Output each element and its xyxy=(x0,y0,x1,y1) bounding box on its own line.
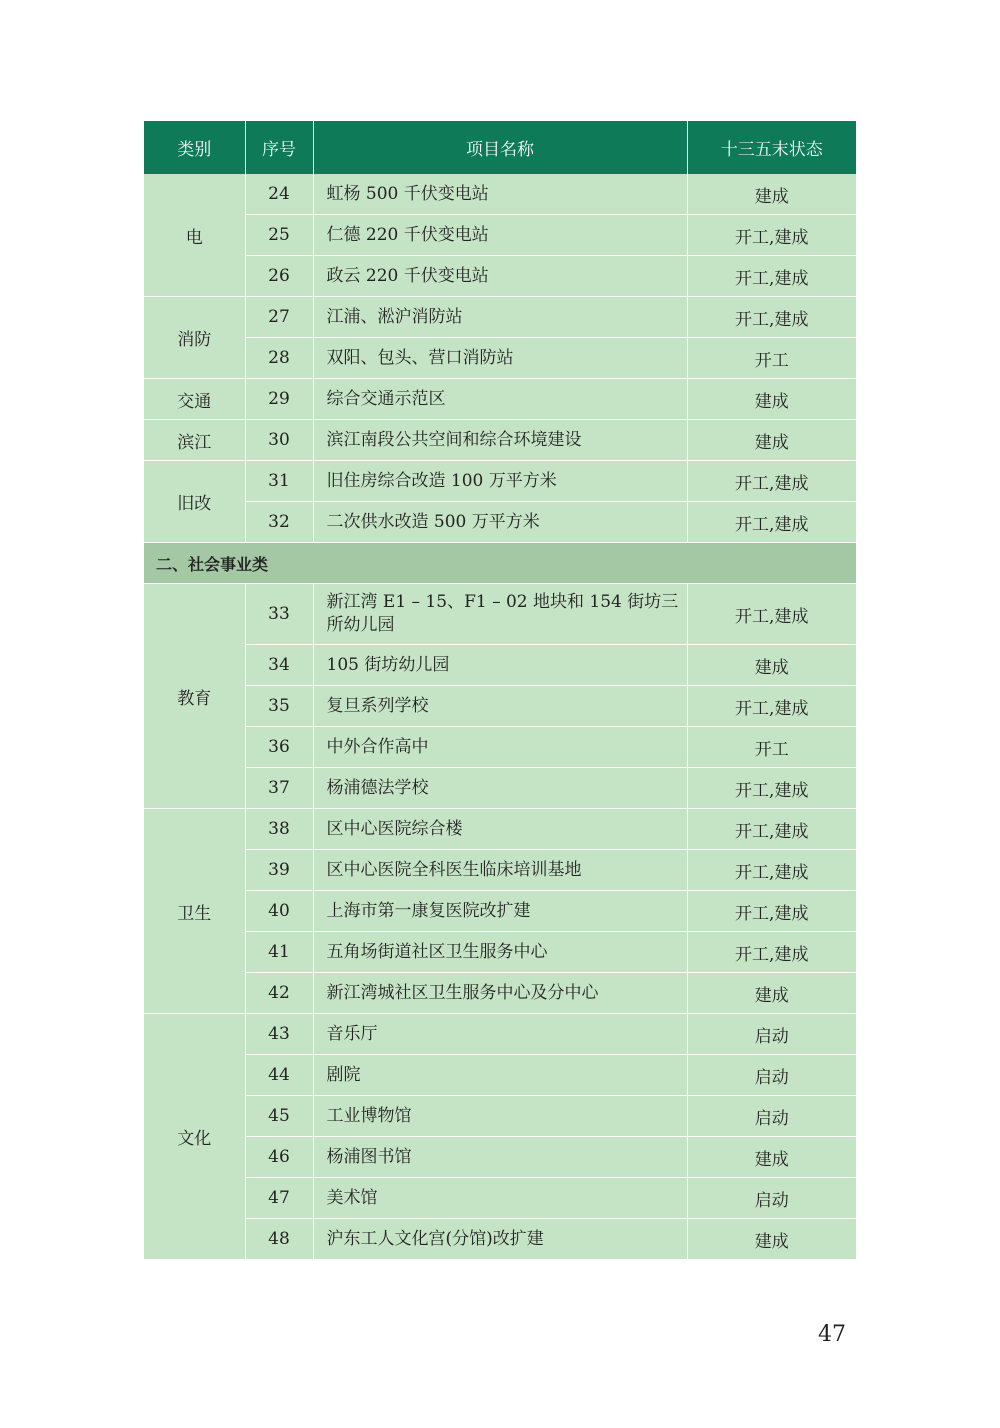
project-name-cell: 双阳、包头、营口消防站 xyxy=(313,338,687,379)
table-row xyxy=(144,256,856,297)
table-row xyxy=(144,502,856,543)
number-cell: 29 xyxy=(245,379,313,420)
status-cell: 启动 xyxy=(687,1014,856,1055)
status-cell: 开工,建成 xyxy=(687,891,856,932)
project-name-cell: 二次供水改造 500 万平方米 xyxy=(313,502,687,543)
number-cell: 46 xyxy=(245,1137,313,1178)
project-name-cell: 美术馆 xyxy=(313,1178,687,1219)
category-cell: 教育 xyxy=(144,584,245,809)
status-cell: 开工,建成 xyxy=(687,686,856,727)
number-cell: 44 xyxy=(245,1055,313,1096)
table-row xyxy=(144,1137,856,1178)
table-row xyxy=(144,1219,856,1260)
table-row xyxy=(144,1055,856,1096)
project-name-cell: 剧院 xyxy=(313,1055,687,1096)
table-body xyxy=(144,174,856,1260)
status-cell: 开工,建成 xyxy=(687,584,856,645)
table-row xyxy=(144,297,856,338)
project-name-cell: 音乐厅 xyxy=(313,1014,687,1055)
status-cell: 建成 xyxy=(687,1137,856,1178)
table-row xyxy=(144,174,856,215)
table-row xyxy=(144,768,856,809)
project-name-cell: 综合交通示范区 xyxy=(313,379,687,420)
project-name-cell: 区中心医院全科医生临床培训基地 xyxy=(313,850,687,891)
project-name-cell: 中外合作高中 xyxy=(313,727,687,768)
status-cell: 启动 xyxy=(687,1096,856,1137)
number-cell: 37 xyxy=(245,768,313,809)
status-cell: 建成 xyxy=(687,379,856,420)
category-cell: 旧改 xyxy=(144,461,245,543)
number-cell: 28 xyxy=(245,338,313,379)
number-cell: 30 xyxy=(245,420,313,461)
table-row xyxy=(144,891,856,932)
status-cell: 启动 xyxy=(687,1055,856,1096)
project-name-cell: 杨浦图书馆 xyxy=(313,1137,687,1178)
project-name-cell: 新江湾 E1 – 15、F1 – 02 地块和 154 街坊三所幼儿园 xyxy=(313,584,687,645)
status-cell: 开工,建成 xyxy=(687,502,856,543)
status-cell: 开工,建成 xyxy=(687,256,856,297)
number-cell: 36 xyxy=(245,727,313,768)
table-row xyxy=(144,645,856,686)
number-cell: 43 xyxy=(245,1014,313,1055)
table-row xyxy=(144,1014,856,1055)
status-cell: 开工 xyxy=(687,338,856,379)
number-cell: 27 xyxy=(245,297,313,338)
section-heading: 二、社会事业类 xyxy=(144,543,856,584)
header-name: 项目名称 xyxy=(313,121,687,174)
project-name-cell: 新江湾城社区卫生服务中心及分中心 xyxy=(313,973,687,1014)
project-name-cell: 江浦、淞沪消防站 xyxy=(313,297,687,338)
project-name-cell: 仁德 220 千伏变电站 xyxy=(313,215,687,256)
project-name-cell: 工业博物馆 xyxy=(313,1096,687,1137)
number-cell: 42 xyxy=(245,973,313,1014)
project-name-cell: 杨浦德法学校 xyxy=(313,768,687,809)
table-row xyxy=(144,461,856,502)
project-name-cell: 复旦系列学校 xyxy=(313,686,687,727)
table-row xyxy=(144,584,856,645)
project-name-cell: 105 街坊幼儿园 xyxy=(313,645,687,686)
number-cell: 45 xyxy=(245,1096,313,1137)
status-cell: 开工 xyxy=(687,727,856,768)
category-cell: 文化 xyxy=(144,1014,245,1260)
number-cell: 47 xyxy=(245,1178,313,1219)
project-name-cell: 区中心医院综合楼 xyxy=(313,809,687,850)
status-cell: 开工,建成 xyxy=(687,809,856,850)
status-cell: 开工,建成 xyxy=(687,297,856,338)
status-cell: 建成 xyxy=(687,1219,856,1260)
number-cell: 35 xyxy=(245,686,313,727)
table-row xyxy=(144,809,856,850)
number-cell: 32 xyxy=(245,502,313,543)
project-name-cell: 政云 220 千伏变电站 xyxy=(313,256,687,297)
number-cell: 41 xyxy=(245,932,313,973)
table-header-row xyxy=(144,121,856,174)
header-number: 序号 xyxy=(245,121,313,174)
number-cell: 40 xyxy=(245,891,313,932)
project-name-cell: 虹杨 500 千伏变电站 xyxy=(313,174,687,215)
project-name-cell: 滨江南段公共空间和综合环境建设 xyxy=(313,420,687,461)
status-cell: 建成 xyxy=(687,645,856,686)
table-row xyxy=(144,686,856,727)
number-cell: 39 xyxy=(245,850,313,891)
number-cell: 48 xyxy=(245,1219,313,1260)
number-cell: 26 xyxy=(245,256,313,297)
category-cell: 电 xyxy=(144,174,245,297)
header-category: 类别 xyxy=(144,121,245,174)
number-cell: 24 xyxy=(245,174,313,215)
category-cell: 滨江 xyxy=(144,420,245,461)
page-number: 47 xyxy=(818,1322,846,1347)
table-row xyxy=(144,850,856,891)
table-row xyxy=(144,338,856,379)
project-name-cell: 沪东工人文化宫(分馆)改扩建 xyxy=(313,1219,687,1260)
header-status: 十三五末状态 xyxy=(687,121,856,174)
project-name-cell: 上海市第一康复医院改扩建 xyxy=(313,891,687,932)
number-cell: 25 xyxy=(245,215,313,256)
status-cell: 建成 xyxy=(687,174,856,215)
table-row xyxy=(144,1096,856,1137)
project-name-cell: 旧住房综合改造 100 万平方米 xyxy=(313,461,687,502)
table-row xyxy=(144,932,856,973)
number-cell: 33 xyxy=(245,584,313,645)
category-cell: 消防 xyxy=(144,297,245,379)
section-heading-row xyxy=(144,543,856,584)
status-cell: 建成 xyxy=(687,420,856,461)
status-cell: 开工,建成 xyxy=(687,850,856,891)
status-cell: 建成 xyxy=(687,973,856,1014)
status-cell: 开工,建成 xyxy=(687,768,856,809)
status-cell: 开工,建成 xyxy=(687,461,856,502)
table-row xyxy=(144,420,856,461)
projects-table xyxy=(144,121,856,1260)
number-cell: 31 xyxy=(245,461,313,502)
category-cell: 卫生 xyxy=(144,809,245,1014)
category-cell: 交通 xyxy=(144,379,245,420)
table-row xyxy=(144,973,856,1014)
number-cell: 38 xyxy=(245,809,313,850)
number-cell: 34 xyxy=(245,645,313,686)
status-cell: 开工,建成 xyxy=(687,932,856,973)
status-cell: 启动 xyxy=(687,1178,856,1219)
status-cell: 开工,建成 xyxy=(687,215,856,256)
table-row xyxy=(144,379,856,420)
table-row xyxy=(144,1178,856,1219)
table-row xyxy=(144,727,856,768)
table-row xyxy=(144,215,856,256)
project-name-cell: 五角场街道社区卫生服务中心 xyxy=(313,932,687,973)
